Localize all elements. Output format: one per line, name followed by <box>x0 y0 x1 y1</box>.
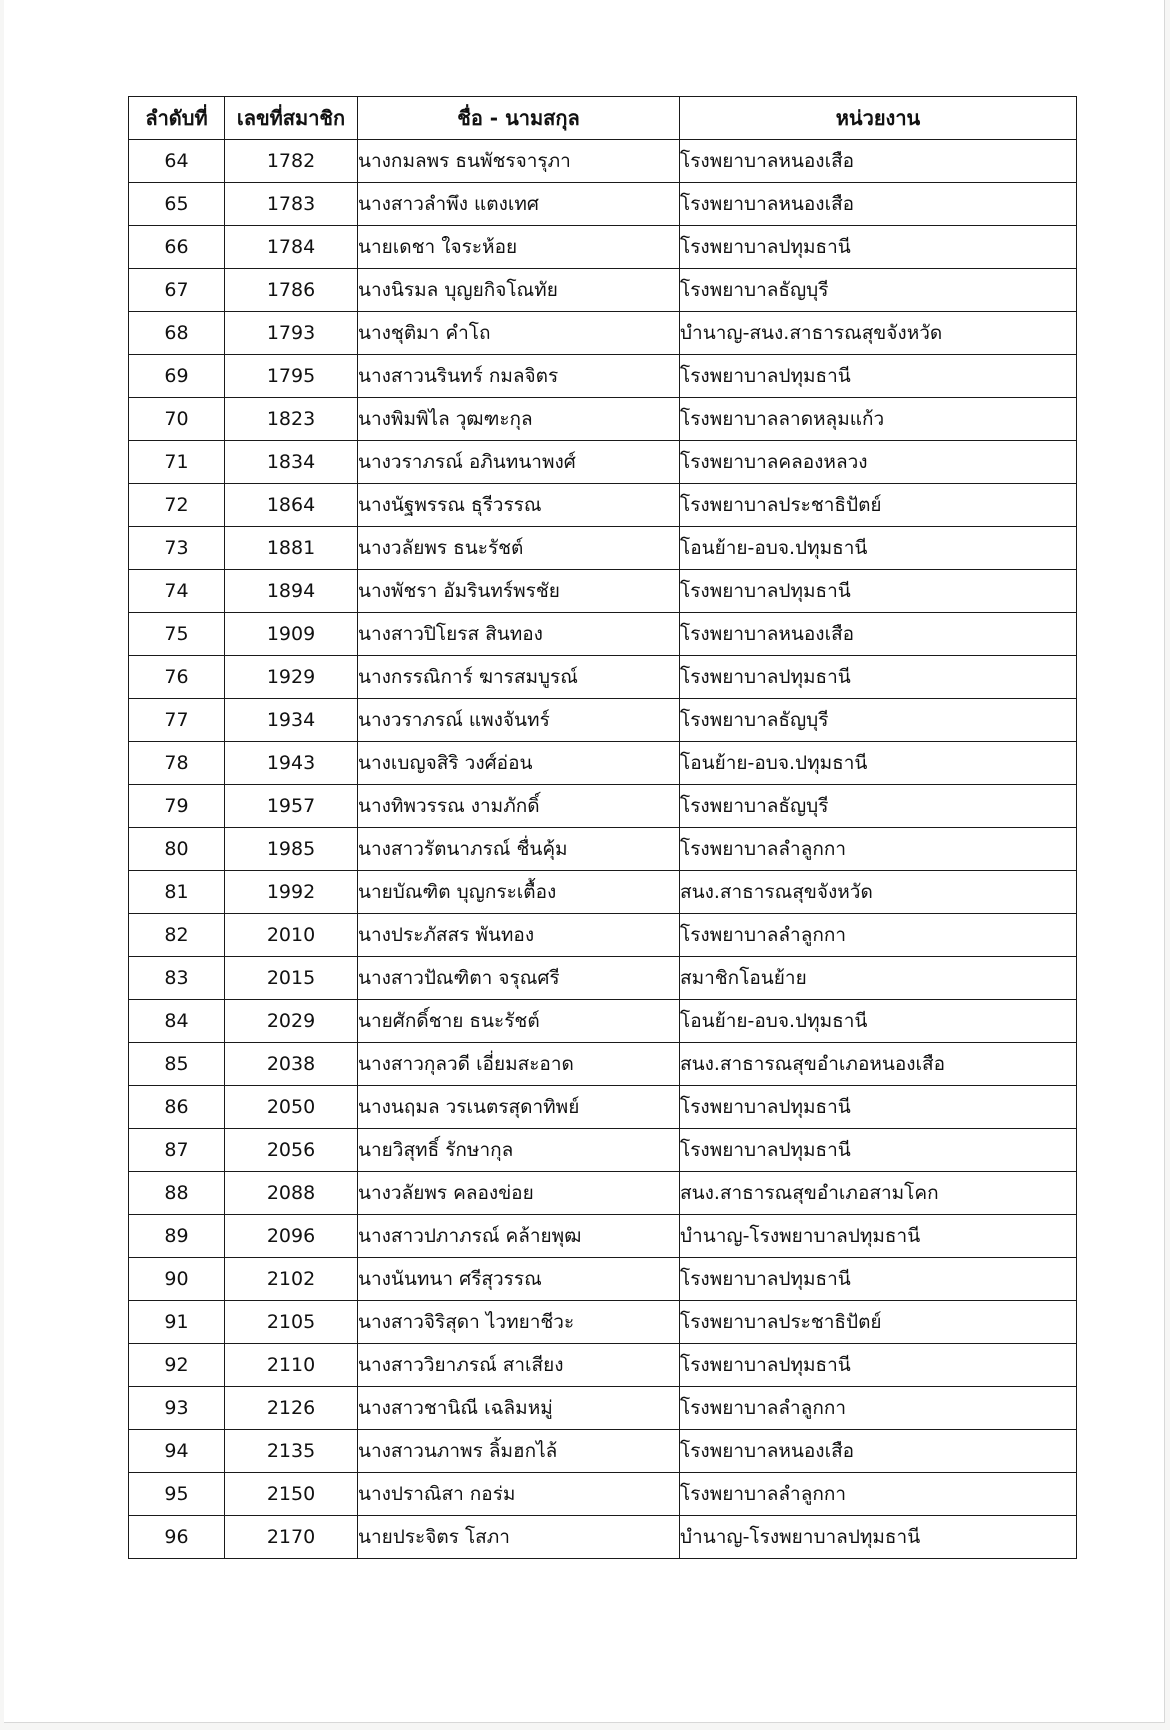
table-row <box>129 1387 1077 1430</box>
row-name-cell: นางวราภรณ์ อภินทนาพงศ์ <box>358 441 680 484</box>
row-unit-cell: โรงพยาบาลธัญบุรี <box>680 269 1077 312</box>
row-member-no-cell: 2126 <box>225 1387 358 1430</box>
table-row <box>129 1000 1077 1043</box>
row-member-no-cell: 1782 <box>225 140 358 183</box>
row-member-no-cell: 1864 <box>225 484 358 527</box>
row-name-cell: นางสาวปิโยรส สินทอง <box>358 613 680 656</box>
row-name-cell: นางสาววิยาภรณ์ สาเสียง <box>358 1344 680 1387</box>
row-seq-cell: 78 <box>129 742 225 785</box>
row-unit-cell: บำนาญ-โรงพยาบาลปทุมธานี <box>680 1215 1077 1258</box>
row-seq-cell: 88 <box>129 1172 225 1215</box>
table-row <box>129 398 1077 441</box>
row-member-no-cell: 2088 <box>225 1172 358 1215</box>
table-row <box>129 1344 1077 1387</box>
row-member-no-cell: 2170 <box>225 1516 358 1559</box>
table-row <box>129 914 1077 957</box>
row-name-cell: นางสาวกุลวดี เอี่ยมสะอาด <box>358 1043 680 1086</box>
table-row <box>129 1516 1077 1559</box>
row-unit-cell: โรงพยาบาลปทุมธานี <box>680 1129 1077 1172</box>
row-member-no-cell: 1934 <box>225 699 358 742</box>
row-member-no-cell: 1834 <box>225 441 358 484</box>
row-unit-cell: โรงพยาบาลลำลูกกา <box>680 1473 1077 1516</box>
row-seq-cell: 91 <box>129 1301 225 1344</box>
row-seq-cell: 86 <box>129 1086 225 1129</box>
row-member-no-cell: 1786 <box>225 269 358 312</box>
row-unit-cell: โรงพยาบาลปทุมธานี <box>680 355 1077 398</box>
row-name-cell: นางสาวนรินทร์ กมลจิตร <box>358 355 680 398</box>
row-name-cell: นางนฤมล วรเนตรสุดาทิพย์ <box>358 1086 680 1129</box>
row-unit-cell: โอนย้าย-อบจ.ปทุมธานี <box>680 1000 1077 1043</box>
table-row <box>129 312 1077 355</box>
table-row <box>129 871 1077 914</box>
table-row <box>129 1172 1077 1215</box>
row-seq-cell: 79 <box>129 785 225 828</box>
row-member-no-cell: 1985 <box>225 828 358 871</box>
row-member-no-cell: 1881 <box>225 527 358 570</box>
row-unit-cell: โอนย้าย-อบจ.ปทุมธานี <box>680 527 1077 570</box>
row-name-cell: นางสาวนภาพร ลิ้มฮกไล้ <box>358 1430 680 1473</box>
row-seq-cell: 74 <box>129 570 225 613</box>
row-unit-cell: โรงพยาบาลหนองเสือ <box>680 183 1077 226</box>
row-member-no-cell: 2135 <box>225 1430 358 1473</box>
header-seq: ลำดับที่ <box>129 97 225 140</box>
row-name-cell: นางนันทนา ศรีสุวรรณ <box>358 1258 680 1301</box>
table-row <box>129 355 1077 398</box>
row-unit-cell: สนง.สาธารณสุขอำเภอหนองเสือ <box>680 1043 1077 1086</box>
table-row <box>129 613 1077 656</box>
row-seq-cell: 67 <box>129 269 225 312</box>
row-unit-cell: สนง.สาธารณสุขจังหวัด <box>680 871 1077 914</box>
table-row <box>129 1215 1077 1258</box>
row-seq-cell: 71 <box>129 441 225 484</box>
row-member-no-cell: 1929 <box>225 656 358 699</box>
table-row <box>129 484 1077 527</box>
row-name-cell: นางพิมพิไล วุฒฑะกุล <box>358 398 680 441</box>
row-unit-cell: โรงพยาบาลลาดหลุมแก้ว <box>680 398 1077 441</box>
row-member-no-cell: 2050 <box>225 1086 358 1129</box>
row-name-cell: นางวลัยพร คลองข่อย <box>358 1172 680 1215</box>
row-seq-cell: 65 <box>129 183 225 226</box>
row-name-cell: นางสาวลำพึง แตงเทศ <box>358 183 680 226</box>
row-unit-cell: โอนย้าย-อบจ.ปทุมธานี <box>680 742 1077 785</box>
row-unit-cell: โรงพยาบาลปทุมธานี <box>680 226 1077 269</box>
row-unit-cell: โรงพยาบาลปทุมธานี <box>680 570 1077 613</box>
table-body <box>129 140 1077 1559</box>
row-member-no-cell: 1793 <box>225 312 358 355</box>
row-seq-cell: 64 <box>129 140 225 183</box>
row-unit-cell: โรงพยาบาลหนองเสือ <box>680 613 1077 656</box>
row-unit-cell: โรงพยาบาลปทุมธานี <box>680 656 1077 699</box>
row-name-cell: นางวราภรณ์ แพงจันทร์ <box>358 699 680 742</box>
table-row <box>129 1258 1077 1301</box>
row-member-no-cell: 1795 <box>225 355 358 398</box>
row-name-cell: นายวิสุทธิ์ รักษากุล <box>358 1129 680 1172</box>
row-unit-cell: โรงพยาบาลลำลูกกา <box>680 1387 1077 1430</box>
table-row <box>129 1129 1077 1172</box>
row-unit-cell: โรงพยาบาลประชาธิปัตย์ <box>680 484 1077 527</box>
table-row <box>129 140 1077 183</box>
row-unit-cell: บำนาญ-สนง.สาธารณสุขจังหวัด <box>680 312 1077 355</box>
row-member-no-cell: 1783 <box>225 183 358 226</box>
row-seq-cell: 81 <box>129 871 225 914</box>
row-member-no-cell: 2015 <box>225 957 358 1000</box>
row-member-no-cell: 2110 <box>225 1344 358 1387</box>
row-unit-cell: โรงพยาบาลปทุมธานี <box>680 1258 1077 1301</box>
table-row <box>129 1043 1077 1086</box>
row-name-cell: นางกมลพร ธนพัชรจารุภา <box>358 140 680 183</box>
table-row <box>129 656 1077 699</box>
row-member-no-cell: 1909 <box>225 613 358 656</box>
row-member-no-cell: 2056 <box>225 1129 358 1172</box>
table-row <box>129 785 1077 828</box>
row-name-cell: นางนัฐพรรณ ธุรีวรรณ <box>358 484 680 527</box>
table-row <box>129 699 1077 742</box>
row-member-no-cell: 2096 <box>225 1215 358 1258</box>
row-member-no-cell: 1992 <box>225 871 358 914</box>
row-unit-cell: สมาชิกโอนย้าย <box>680 957 1077 1000</box>
table-row <box>129 183 1077 226</box>
table-row <box>129 441 1077 484</box>
header-unit: หน่วยงาน <box>680 97 1077 140</box>
row-name-cell: นางพัชรา อัมรินทร์พรชัย <box>358 570 680 613</box>
row-name-cell: นางสาวปัณฑิตา จรุณศรี <box>358 957 680 1000</box>
row-name-cell: นางปราณิสา กอร่ม <box>358 1473 680 1516</box>
row-name-cell: นางสาวรัตนาภรณ์ ชื่นคุ้ม <box>358 828 680 871</box>
row-seq-cell: 89 <box>129 1215 225 1258</box>
row-name-cell: นางกรรณิการ์ ฆารสมบูรณ์ <box>358 656 680 699</box>
row-unit-cell: โรงพยาบาลหนองเสือ <box>680 1430 1077 1473</box>
row-seq-cell: 75 <box>129 613 225 656</box>
row-member-no-cell: 1894 <box>225 570 358 613</box>
row-member-no-cell: 2150 <box>225 1473 358 1516</box>
row-seq-cell: 70 <box>129 398 225 441</box>
row-name-cell: นางสาวชานิณี เฉลิมหมู่ <box>358 1387 680 1430</box>
row-seq-cell: 68 <box>129 312 225 355</box>
row-seq-cell: 69 <box>129 355 225 398</box>
row-unit-cell: โรงพยาบาลหนองเสือ <box>680 140 1077 183</box>
table-row <box>129 226 1077 269</box>
row-name-cell: นายบัณฑิต บุญกระเตื้อง <box>358 871 680 914</box>
table-row <box>129 570 1077 613</box>
row-name-cell: นายศักดิ์ชาย ธนะรัชต์ <box>358 1000 680 1043</box>
row-seq-cell: 77 <box>129 699 225 742</box>
row-name-cell: นางสาวจิริสุดา ไวทยาชีวะ <box>358 1301 680 1344</box>
row-seq-cell: 92 <box>129 1344 225 1387</box>
row-member-no-cell: 1784 <box>225 226 358 269</box>
table-row <box>129 1301 1077 1344</box>
table-header-row <box>129 97 1077 140</box>
header-member-no: เลขที่สมาชิก <box>225 97 358 140</box>
row-seq-cell: 85 <box>129 1043 225 1086</box>
row-unit-cell: โรงพยาบาลธัญบุรี <box>680 785 1077 828</box>
row-seq-cell: 87 <box>129 1129 225 1172</box>
row-name-cell: นางนิรมล บุญยกิจโณทัย <box>358 269 680 312</box>
row-seq-cell: 95 <box>129 1473 225 1516</box>
document-page <box>4 0 1165 1723</box>
row-name-cell: นางสาวปภาภรณ์ คล้ายพุฒ <box>358 1215 680 1258</box>
row-unit-cell: โรงพยาบาลปทุมธานี <box>680 1086 1077 1129</box>
row-name-cell: นายประจิตร โสภา <box>358 1516 680 1559</box>
row-member-no-cell: 1823 <box>225 398 358 441</box>
row-seq-cell: 80 <box>129 828 225 871</box>
row-unit-cell: โรงพยาบาลปทุมธานี <box>680 1344 1077 1387</box>
table-row <box>129 1430 1077 1473</box>
row-seq-cell: 72 <box>129 484 225 527</box>
row-seq-cell: 90 <box>129 1258 225 1301</box>
row-seq-cell: 76 <box>129 656 225 699</box>
row-unit-cell: โรงพยาบาลธัญบุรี <box>680 699 1077 742</box>
table-row <box>129 269 1077 312</box>
row-member-no-cell: 2029 <box>225 1000 358 1043</box>
row-unit-cell: โรงพยาบาลประชาธิปัตย์ <box>680 1301 1077 1344</box>
row-name-cell: นายเดชา ใจระห้อย <box>358 226 680 269</box>
table-row <box>129 1473 1077 1516</box>
row-member-no-cell: 1943 <box>225 742 358 785</box>
row-seq-cell: 73 <box>129 527 225 570</box>
row-seq-cell: 96 <box>129 1516 225 1559</box>
row-unit-cell: บำนาญ-โรงพยาบาลปทุมธานี <box>680 1516 1077 1559</box>
row-member-no-cell: 2102 <box>225 1258 358 1301</box>
row-seq-cell: 66 <box>129 226 225 269</box>
table-row <box>129 742 1077 785</box>
row-name-cell: นางวลัยพร ธนะรัชต์ <box>358 527 680 570</box>
row-name-cell: นางเบญจสิริ วงศ์อ่อน <box>358 742 680 785</box>
member-table <box>128 96 1077 1559</box>
row-unit-cell: โรงพยาบาลลำลูกกา <box>680 914 1077 957</box>
row-seq-cell: 93 <box>129 1387 225 1430</box>
row-member-no-cell: 2105 <box>225 1301 358 1344</box>
row-seq-cell: 84 <box>129 1000 225 1043</box>
row-name-cell: นางชุติมา คำโถ <box>358 312 680 355</box>
row-name-cell: นางทิพวรรณ งามภักดิ์ <box>358 785 680 828</box>
header-name: ชื่อ - นามสกุล <box>358 97 680 140</box>
row-unit-cell: โรงพยาบาลลำลูกกา <box>680 828 1077 871</box>
row-name-cell: นางประภัสสร พันทอง <box>358 914 680 957</box>
row-seq-cell: 82 <box>129 914 225 957</box>
table-row <box>129 957 1077 1000</box>
row-member-no-cell: 1957 <box>225 785 358 828</box>
table-row <box>129 527 1077 570</box>
row-unit-cell: สนง.สาธารณสุขอำเภอสามโคก <box>680 1172 1077 1215</box>
row-member-no-cell: 2038 <box>225 1043 358 1086</box>
table-row <box>129 828 1077 871</box>
row-unit-cell: โรงพยาบาลคลองหลวง <box>680 441 1077 484</box>
row-seq-cell: 94 <box>129 1430 225 1473</box>
row-seq-cell: 83 <box>129 957 225 1000</box>
row-member-no-cell: 2010 <box>225 914 358 957</box>
table-row <box>129 1086 1077 1129</box>
